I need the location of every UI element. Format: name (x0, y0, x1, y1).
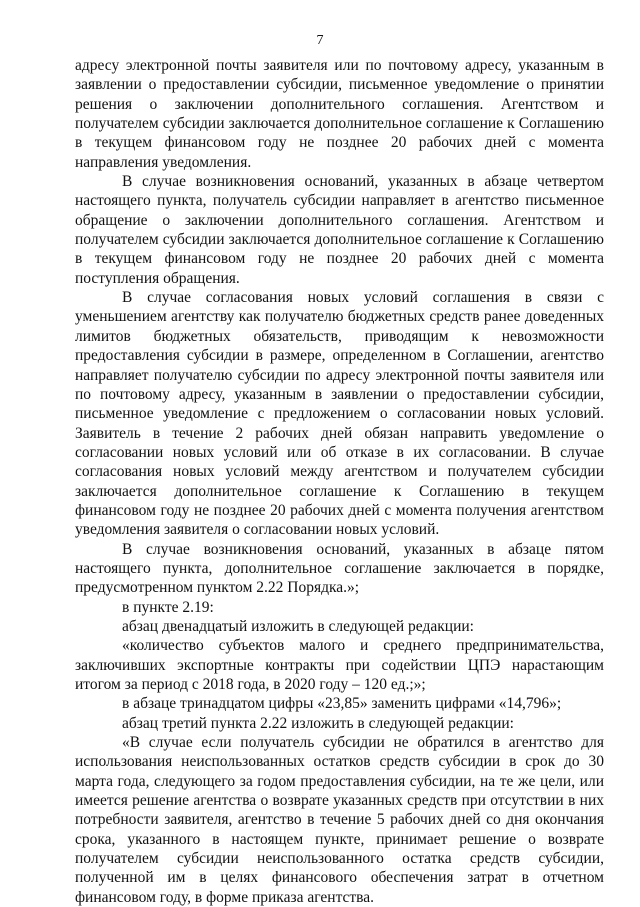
paragraph: в пункте 2.19: (122, 598, 214, 616)
paragraph: В случае согласования новых условий соглашения в связи с уменьшением агентству как получателю бюджетных средств ранее доведенных лимитов бюджетных обязательств, приводящим к невозможности предоставления субсидии в размере, определенном в Соглашении, агентство направляет получателю субсидии по адресу электронной почты заявителя или по почтовому адресу, указанным в заявлении о предоставлении субсидии, письменное уведомление с предложением о согласовании новых условий. Заявитель в течение 2 рабочих дней обязан направить уведомление о согласовании новых условий или об отказе в их согласовании. В случае согласования новых условий между агентством и получателем субсидии заключается дополнительное соглашение к Соглашению в текущем финансовом году не позднее 20 рабочих дней с момента получения агентством уведомления заявителя о согласовании новых условий. (75, 289, 604, 539)
paragraph: абзац третий пункта 2.22 изложить в следующей редакции: (122, 714, 514, 732)
paragraph: В случае возникновения оснований, указанных в абзаце четвертом настоящего пункта, получатель субсидии направляет в агентство письменное обращение о заключении дополнительного соглашения. Агентством и получателем субсидии заключается дополнительное соглашение к Соглашению в текущем финансовом году не позднее 20 рабочих дней с момента поступления обращения. (75, 173, 604, 287)
paragraph: в абзаце тринадцатом цифры «23,85» заменить цифрами «14,796»; (122, 695, 562, 713)
paragraph: «количество субъектов малого и среднего предпринимательства, заключивших экспортные контракты при содействии ЦПЭ нарастающим итогом за период с 2018 года, в 2020 году – 120 ед.;»; (75, 637, 604, 693)
page-number: 7 (316, 33, 324, 48)
document-body (75, 56, 604, 907)
paragraph: «В случае если получатель субсидии не обратился в агентство для использования неиспользованных остатков средств субсидии в срок до 30 марта года, следующего за годом предоставления субсидии, на те же цели, или имеется решение агентства о возврате указанных средств при отсутствии в них потребности заявителя, агентство в течение 5 рабочих дней со дня окончания срока, указанного в настоящем пункте, принимает решение о возврате получателем субсидии неиспользованного остатка средств субсидии, полученной им в целях финансового обеспечения затрат в отчетном финансовом году, в форме приказа агентства. (75, 734, 604, 906)
paragraph-continuation: адресу электронной почты заявителя или по почтовому адресу, указанным в заявлении о предоставлении субсидии, письменное уведомление о принятии решения о заключении дополнительного соглашения. Агентством и получателем субсидии заключается дополнительное соглашение к Соглашению в текущем финансовом году не позднее 20 рабочих дней с момента направления уведомления. (75, 57, 604, 171)
paragraph: В случае возникновения оснований, указанных в абзаце пятом настоящего пункта, дополнительное соглашение заключается в порядке, предусмотренном пунктом 2.22 Порядка.»; (75, 540, 604, 597)
paragraph: абзац двенадцатый изложить в следующей редакции: (122, 617, 474, 635)
